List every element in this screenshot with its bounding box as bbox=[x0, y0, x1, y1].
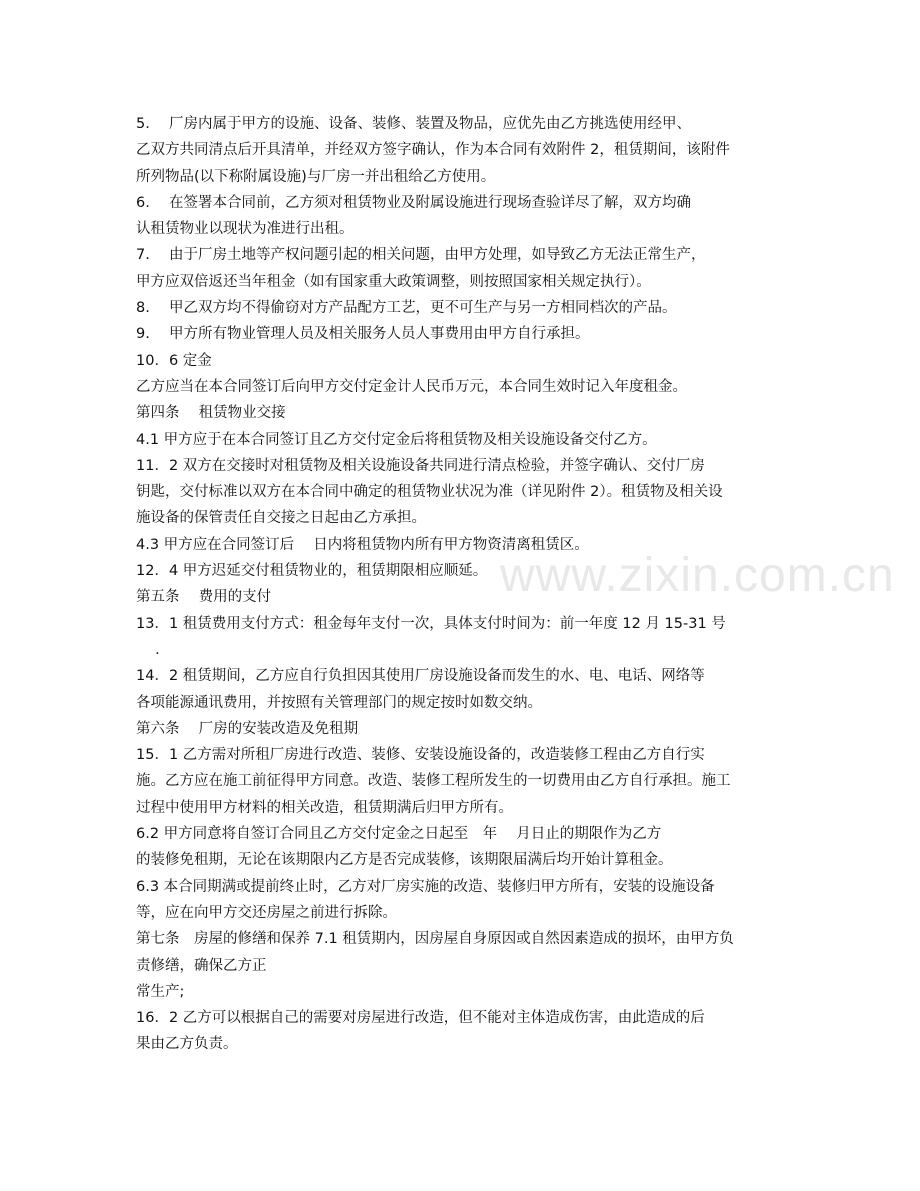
text-line: 14．2 租赁期间，乙方应自行负担因其使用厂房设施设备而发生的水、电、电话、网络等 bbox=[136, 668, 705, 685]
text-line: 过程中使用甲方材料的相关改造，租赁期满后归甲方所有。 bbox=[136, 799, 513, 816]
text-line: 施。乙方应在施工前征得甲方同意。改造、装修工程所发生的一切费用由乙方自行承担。施工 bbox=[136, 773, 731, 790]
text-line: 8. 甲乙双方均不得偷窃对方产品配方工艺，更不可生产与另一方相同档次的产品。 bbox=[136, 300, 677, 317]
document-body bbox=[136, 111, 796, 1058]
text-line: 乙方应当在本合同签订后向甲方交付定金计人民币万元，本合同生效时记入年度租金。 bbox=[136, 378, 687, 395]
text-line: 的装修免租期，无论在该期限内乙方是否完成装修，该期限届满后均开始计算租金。 bbox=[136, 852, 673, 869]
text-line: 甲方应双倍返还当年租金（如有国家重大政策调整，则按照国家相关规定执行）。 bbox=[136, 273, 651, 290]
text-line: 16．2 乙方可以根据自己的需要对房屋进行改造，但不能对主体造成伤害，由此造成的后 bbox=[136, 1010, 705, 1027]
text-line: 所列物品(以下称附属设施)与厂房一并出租给乙方使用。 bbox=[136, 168, 496, 185]
text-line: 13．1 租赁费用支付方式：租金每年支付一次，具体支付时间为：前一年度 12 月 15-31 号 bbox=[136, 615, 726, 632]
text-line: 乙双方共同清点后开具清单，并经双方签字确认，作为本合同有效附件 2，租赁期间，该附件 bbox=[136, 142, 730, 159]
text-line: 第四条 租赁物业交接 bbox=[136, 405, 286, 422]
text-line: 果由乙方负责。 bbox=[136, 1036, 238, 1053]
text-line: 5. 厂房内属于甲方的设施、设备、装修、装置及物品，应优先由乙方挑选使用经甲、 bbox=[136, 116, 691, 132]
text-line: 第七条 房屋的修缮和保养 7.1 租赁期内，因房屋自身原因或自然因素造成的损坏，由甲方负 bbox=[136, 931, 734, 948]
text-line: 第五条 费用的支付 bbox=[136, 589, 272, 606]
text-line: 施设备的保管责任自交接之日起由乙方承担。 bbox=[136, 510, 426, 527]
text-line: 各项能源通讯费用，并按照有关管理部门的规定按时如数交纳。 bbox=[136, 694, 542, 711]
text-line: 15．1 乙方需对所租厂房进行改造、装修、安装设施设备的，改造装修工程由乙方自行实 bbox=[136, 747, 705, 764]
text-line: 等，应在向甲方交还房屋之前进行拆除。 bbox=[136, 904, 397, 921]
text-line: ． bbox=[136, 641, 170, 658]
text-line: 12．4 甲方迟延交付租赁物业的，租赁期限相应顺延。 bbox=[136, 563, 488, 580]
text-line: 4.1 甲方应于在本合同签订且乙方交付定金后将租赁物及相关设施设备交付乙方。 bbox=[136, 431, 657, 448]
text-line: 认租赁物业以现状为准进行出租。 bbox=[136, 221, 354, 238]
text-line: 4.3 甲方应在合同签订后 日内将租赁物内所有甲方物资清离租赁区。 bbox=[136, 536, 589, 553]
watermark: www.zixin.com.cn bbox=[500, 549, 895, 602]
text-line: 第六条 厂房的安装改造及免租期 bbox=[136, 720, 359, 737]
text-line: 10．6 定金 bbox=[136, 352, 212, 369]
text-line: 常生产; bbox=[136, 983, 185, 1000]
text-line: 6.2 甲方同意将自签订合同且乙方交付定金之日起至 年 月日止的期限作为乙方 bbox=[136, 826, 662, 843]
text-line: 6.3 本合同期满或提前终止时，乙方对厂房实施的改造、装修归甲方所有，安装的设施设备 bbox=[136, 878, 715, 895]
text-line: 6. 在签署本合同前，乙方须对租赁物业及附属设施进行现场查验详尽了解，双方均确 bbox=[136, 194, 691, 211]
text-line: 11．2 双方在交接时对租赁物及相关设施设备共同进行清点检验，并签字确认、交付厂房 bbox=[136, 457, 705, 474]
text-line: 7. 由于厂房土地等产权问题引起的相关问题，由甲方处理，如导致乙方无法正常生产， bbox=[136, 247, 706, 264]
text-line: 9. 甲方所有物业管理人员及相关服务人员人事费用由甲方自行承担。 bbox=[136, 326, 590, 343]
text-line: 责修缮，确保乙方正 bbox=[136, 957, 267, 974]
text-line: 钥匙，交付标准以双方在本合同中确定的租赁物业状况为准（详见附件 2）。租赁物及相关设 bbox=[136, 484, 723, 501]
